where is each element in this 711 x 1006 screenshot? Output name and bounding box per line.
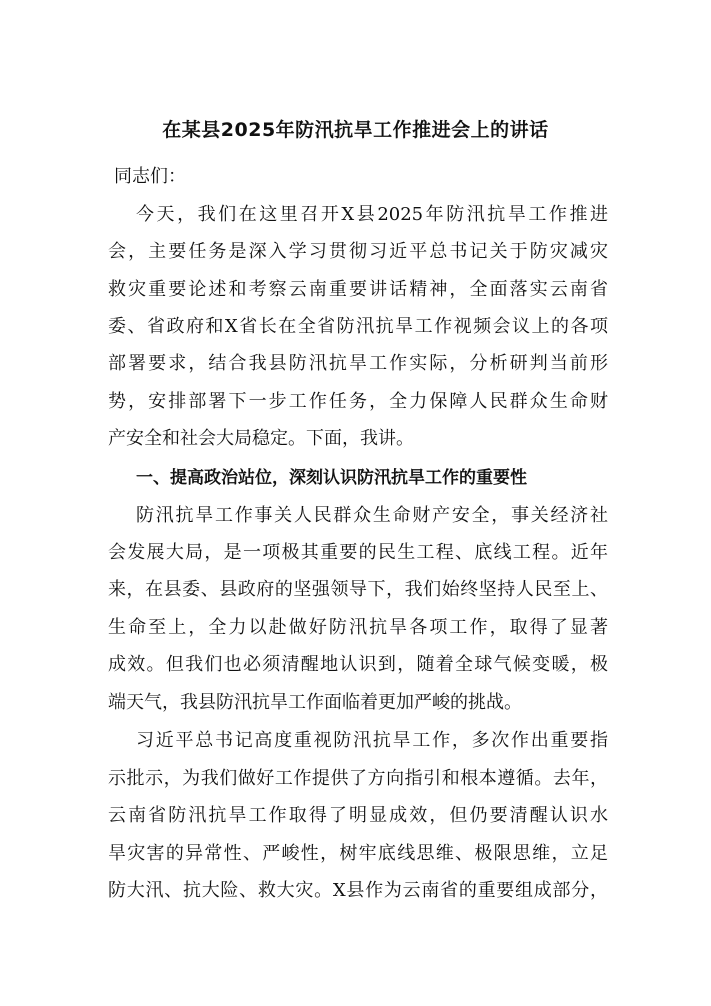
paragraph1-line: 救灾重要论述和考察云南重要讲话精神，全面落实云南省	[108, 279, 608, 300]
paragraph2-line: 会发展大局，是一项极其重要的民生工程、底线工程。近年	[108, 542, 608, 563]
paragraph3-line: 云南省防汛抗旱工作取得了明显成效，但仍要清醒认识水	[108, 805, 608, 826]
paragraph3-line: 习近平总书记高度重视防汛抗旱工作，多次作出重要指	[136, 730, 608, 751]
greeting: 同志们：	[114, 166, 186, 187]
paragraph3-line: 防大汛、抗大险、救大灾。X县作为云南省的重要组成部分，	[108, 880, 608, 901]
paragraph1-line: 今天，我们在这里召开X县2025年防汛抗旱工作推进	[136, 204, 608, 225]
paragraph1-line: 委、省政府和X省长在全省防汛抗旱工作视频会议上的各项	[108, 316, 608, 337]
paragraph2-line: 成效。但我们也必须清醒地认识到，随着全球气候变暖，极	[108, 654, 608, 675]
document-title: 在某县2025年防汛抗旱工作推进会上的讲话	[162, 119, 549, 141]
paragraph3-line: 旱灾害的异常性、严峻性，树牢底线思维、极限思维，立足	[108, 843, 608, 864]
paragraph1-line: 会，主要任务是深入学习贯彻习近平总书记关于防灾减灾	[108, 241, 608, 262]
paragraph2-line: 端天气，我县防汛抗旱工作面临着更加严峻的挑战。	[108, 692, 522, 713]
paragraph2-line: 防汛抗旱工作事关人民群众生命财产安全，事关经济社	[136, 505, 608, 526]
paragraph1-line: 势，安排部署下一步工作任务，全力保障人民群众生命财	[108, 391, 608, 412]
paragraph1-line: 产安全和社会大局稳定。下面，我讲。	[108, 428, 414, 449]
paragraph1-line: 部署要求，结合我县防汛抗旱工作实际，分析研判当前形	[108, 353, 608, 374]
section-heading: 一、提高政治站位，深刻认识防汛抗旱工作的重要性	[136, 468, 527, 488]
paragraph2-line: 来，在县委、县政府的坚强领导下，我们始终坚持人民至上、	[108, 579, 608, 600]
paragraph2-line: 生命至上，全力以赴做好防汛抗旱各项工作，取得了显著	[108, 617, 608, 638]
paragraph3-line: 示批示，为我们做好工作提供了方向指引和根本遵循。去年，	[108, 768, 608, 789]
